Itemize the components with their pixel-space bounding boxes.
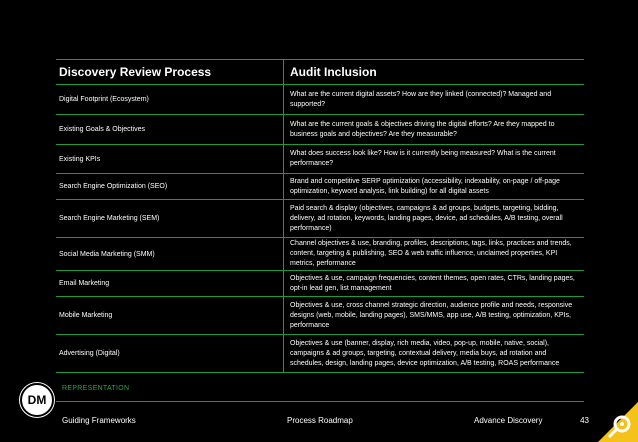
table-row [56, 174, 584, 200]
footer-process-roadmap[interactable]: Process Roadmap [287, 416, 353, 425]
table-row [56, 115, 584, 145]
row-audit: What does success look like? How is it currently being measured? What is the current performance? [290, 150, 556, 167]
row-process: Email Marketing [56, 271, 284, 296]
header-discovery-review-process: Discovery Review Process [56, 60, 284, 84]
row-audit: What are the current goals & objectives driving the digital efforts? Are they mapped to business goals and objectives? Are they measurable? [290, 120, 555, 138]
row-audit: Brand and competitive SERP optimization (accessibility, indexability, on-page / off-page optimization, keyword analysis, link building) for all digital assets [290, 177, 560, 195]
section-label: REPRESENTATION [62, 385, 130, 392]
row-process: Digital Footprint (Ecosystem) [56, 85, 284, 114]
header-audit-inclusion: Audit Inclusion [290, 65, 377, 79]
row-audit: What are the current digital assets? How are they linked (connected)? Managed and supported? [290, 90, 552, 108]
dm-logo: DM [20, 383, 54, 417]
table-row [56, 271, 584, 297]
row-audit: Paid search & display (objectives, campaigns & ad groups, budgets, targeting, bidding, delivery, ad rotation, keywords, landing pages, device, ad schedules, A/B testing, overall performance) [290, 204, 563, 232]
table-row [56, 335, 584, 373]
table-row [56, 200, 584, 238]
table-row [56, 145, 584, 174]
table-row [56, 297, 584, 335]
footer-divider [56, 401, 584, 402]
row-process: Existing KPIs [56, 145, 284, 173]
row-process: Advertising (Digital) [56, 335, 284, 372]
row-process: Social Media Marketing (SMM) [56, 238, 284, 270]
discovery-table [56, 59, 584, 373]
footer-guiding-frameworks[interactable]: Guiding Frameworks [62, 416, 136, 425]
row-audit: Objectives & use, campaign frequencies, content themes, open rates, CTRs, landing pages, opt-in lead gen, list management [290, 274, 575, 292]
row-process: Search Engine Optimization (SEO) [56, 174, 284, 199]
page-number: 43 [580, 416, 589, 425]
table-row [56, 238, 584, 271]
table-row [56, 85, 584, 115]
footer-advance-discovery[interactable]: Advance Discovery [474, 416, 543, 425]
row-audit: Objectives & use (banner, display, rich media, video, pop-up, mobile, native, social), campaigns & ad groups, targeting, contextual delivery, media buys, ad rotation and schedules, design, landing pages, device optimization, A/B testing, ROAS performance [290, 339, 560, 367]
row-process: Existing Goals & Objectives [56, 115, 284, 144]
table-header-row [56, 60, 584, 85]
row-audit: Objectives & use, cross channel strategic direction, audience profile and needs, responsive designs (web, mobile, landing pages), SMS/MMS, app use, A/B testing, optimization, KPIs, performance [290, 301, 573, 329]
search-gear-icon [598, 402, 638, 442]
row-process: Search Engine Marketing (SEM) [56, 200, 284, 237]
row-process: Mobile Marketing [56, 297, 284, 334]
row-audit: Channel objectives & use, branding, profiles, descriptions, tags, links, practices and trends, content, targeting & publishing, SEO & web traffic influence, unclaimed properties, KPI metrics, performance [290, 240, 572, 267]
